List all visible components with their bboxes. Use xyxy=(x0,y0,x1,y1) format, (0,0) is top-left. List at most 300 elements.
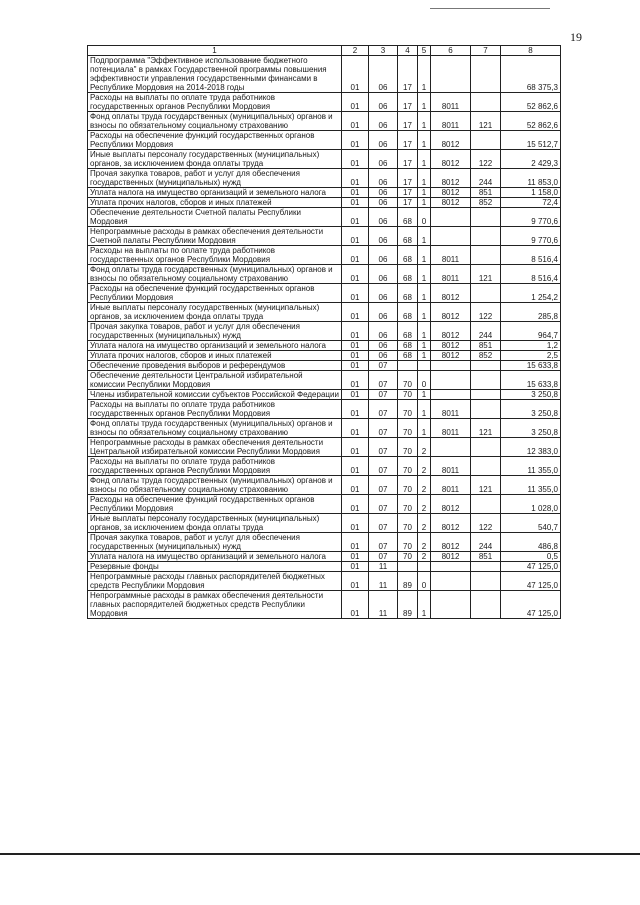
row-description: Уплата налога на имущество организаций и земельного налога xyxy=(88,341,342,351)
row-target-code: 8011 xyxy=(431,476,471,495)
row-target-code: 8012 xyxy=(431,514,471,533)
table-row xyxy=(88,303,561,322)
row-amount: 8 516,4 xyxy=(501,265,561,284)
row-program-code: 68 xyxy=(398,341,418,351)
row-expense-type-code xyxy=(471,361,501,371)
row-subsection-code: 06 xyxy=(369,351,398,361)
row-program-code: 70 xyxy=(398,533,418,552)
row-expense-type-code: 122 xyxy=(471,303,501,322)
table-row xyxy=(88,188,561,198)
row-target-code xyxy=(431,591,471,619)
row-section-code: 01 xyxy=(342,322,369,341)
row-subsection-code: 07 xyxy=(369,552,398,562)
table-row xyxy=(88,56,561,93)
row-subsection-code: 06 xyxy=(369,93,398,112)
row-subsection-code: 11 xyxy=(369,572,398,591)
row-subprogram-code: 2 xyxy=(418,476,431,495)
row-target-code: 8011 xyxy=(431,246,471,265)
row-subprogram-code: 2 xyxy=(418,438,431,457)
row-subsection-code: 07 xyxy=(369,457,398,476)
row-amount: 8 516,4 xyxy=(501,246,561,265)
row-target-code xyxy=(431,572,471,591)
row-section-code: 01 xyxy=(342,438,369,457)
row-amount: 11 355,0 xyxy=(501,476,561,495)
header-cell: 7 xyxy=(471,46,501,56)
row-target-code: 8012 xyxy=(431,284,471,303)
row-program-code: 89 xyxy=(398,591,418,619)
row-program-code: 68 xyxy=(398,246,418,265)
row-amount: 47 125,0 xyxy=(501,591,561,619)
row-amount: 15 633,8 xyxy=(501,371,561,390)
row-target-code xyxy=(431,438,471,457)
table-row xyxy=(88,150,561,169)
row-program-code: 68 xyxy=(398,303,418,322)
row-section-code: 01 xyxy=(342,303,369,322)
row-subsection-code: 06 xyxy=(369,341,398,351)
row-target-code xyxy=(431,227,471,246)
row-section-code: 01 xyxy=(342,572,369,591)
row-expense-type-code: 851 xyxy=(471,341,501,351)
row-subprogram-code: 2 xyxy=(418,457,431,476)
row-subprogram-code: 1 xyxy=(418,93,431,112)
row-amount: 52 862,6 xyxy=(501,112,561,131)
row-section-code: 01 xyxy=(342,341,369,351)
row-subprogram-code: 1 xyxy=(418,188,431,198)
header-cell: 3 xyxy=(369,46,398,56)
row-program-code: 70 xyxy=(398,457,418,476)
row-section-code: 01 xyxy=(342,552,369,562)
row-program-code: 17 xyxy=(398,131,418,150)
table-row xyxy=(88,495,561,514)
row-section-code: 01 xyxy=(342,495,369,514)
row-subsection-code: 07 xyxy=(369,419,398,438)
table-row xyxy=(88,514,561,533)
row-description: Члены избирательной комиссии субъектов Российской Федерации xyxy=(88,390,342,400)
row-subprogram-code: 1 xyxy=(418,322,431,341)
row-section-code: 01 xyxy=(342,169,369,188)
row-subprogram-code: 1 xyxy=(418,150,431,169)
table-row xyxy=(88,131,561,150)
header-cell: 4 xyxy=(398,46,418,56)
row-target-code: 8012 xyxy=(431,131,471,150)
row-subsection-code: 11 xyxy=(369,591,398,619)
header-cell: 8 xyxy=(501,46,561,56)
row-expense-type-code: 244 xyxy=(471,322,501,341)
row-expense-type-code xyxy=(471,400,501,419)
row-description: Фонд оплаты труда государственных (муниципальных) органов и взносы по обязательному социальному страхованию xyxy=(88,476,342,495)
row-subsection-code: 06 xyxy=(369,169,398,188)
row-section-code: 01 xyxy=(342,131,369,150)
row-amount: 68 375,3 xyxy=(501,56,561,93)
row-subprogram-code: 1 xyxy=(418,198,431,208)
row-section-code: 01 xyxy=(342,476,369,495)
row-amount: 11 853,0 xyxy=(501,169,561,188)
row-amount: 52 862,6 xyxy=(501,93,561,112)
row-subprogram-code: 1 xyxy=(418,591,431,619)
row-target-code: 8012 xyxy=(431,351,471,361)
table-row xyxy=(88,361,561,371)
row-subsection-code: 06 xyxy=(369,188,398,198)
row-target-code xyxy=(431,390,471,400)
row-description: Уплата прочих налогов, сборов и иных платежей xyxy=(88,198,342,208)
row-target-code: 8011 xyxy=(431,419,471,438)
row-subprogram-code: 1 xyxy=(418,131,431,150)
row-amount: 1,2 xyxy=(501,341,561,351)
table-row xyxy=(88,562,561,572)
row-amount: 3 250,8 xyxy=(501,390,561,400)
row-expense-type-code: 244 xyxy=(471,169,501,188)
row-program-code: 70 xyxy=(398,514,418,533)
table-row xyxy=(88,93,561,112)
row-section-code: 01 xyxy=(342,371,369,390)
row-program-code xyxy=(398,361,418,371)
row-target-code: 8012 xyxy=(431,198,471,208)
table-row xyxy=(88,552,561,562)
row-subprogram-code: 1 xyxy=(418,112,431,131)
row-program-code: 68 xyxy=(398,322,418,341)
table-row xyxy=(88,572,561,591)
row-subprogram-code: 1 xyxy=(418,284,431,303)
table-body xyxy=(88,56,561,619)
row-program-code: 68 xyxy=(398,208,418,227)
row-description: Иные выплаты персоналу государственных (муниципальных) органов, за исключением фонда оплаты труда xyxy=(88,514,342,533)
row-program-code: 68 xyxy=(398,265,418,284)
row-expense-type-code: 851 xyxy=(471,188,501,198)
row-description: Уплата налога на имущество организаций и земельного налога xyxy=(88,552,342,562)
row-section-code: 01 xyxy=(342,457,369,476)
table-row xyxy=(88,371,561,390)
row-expense-type-code xyxy=(471,457,501,476)
row-expense-type-code xyxy=(471,371,501,390)
table-row xyxy=(88,400,561,419)
header-cell: 2 xyxy=(342,46,369,56)
row-target-code: 8011 xyxy=(431,457,471,476)
row-expense-type-code xyxy=(471,56,501,93)
row-section-code: 01 xyxy=(342,188,369,198)
row-description: Подпрограмма "Эффективное использование бюджетного потенциала" в рамках Государственной программы повышения эффективности управления государственными финансами в Республике Мордовия на 2014-2018 годы xyxy=(88,56,342,93)
row-section-code: 01 xyxy=(342,284,369,303)
row-description: Обеспечение проведения выборов и референдумов xyxy=(88,361,342,371)
row-subprogram-code: 0 xyxy=(418,208,431,227)
row-expense-type-code: 121 xyxy=(471,476,501,495)
row-expense-type-code xyxy=(471,562,501,572)
row-section-code: 01 xyxy=(342,198,369,208)
row-section-code: 01 xyxy=(342,246,369,265)
table-row xyxy=(88,208,561,227)
row-section-code: 01 xyxy=(342,265,369,284)
row-description: Расходы на обеспечение функций государственных органов Республики Мордовия xyxy=(88,495,342,514)
table-row xyxy=(88,390,561,400)
row-amount: 9 770,6 xyxy=(501,227,561,246)
row-target-code: 8011 xyxy=(431,93,471,112)
row-program-code: 70 xyxy=(398,419,418,438)
row-target-code xyxy=(431,208,471,227)
row-subprogram-code: 1 xyxy=(418,303,431,322)
row-subsection-code: 06 xyxy=(369,227,398,246)
row-expense-type-code: 851 xyxy=(471,552,501,562)
header-cell: 1 xyxy=(88,46,342,56)
row-description: Непрограммные расходы в рамках обеспечения деятельности Центральной избирательной комиссии Республики Мордовия xyxy=(88,438,342,457)
row-amount: 47 125,0 xyxy=(501,562,561,572)
row-subsection-code: 07 xyxy=(369,400,398,419)
row-description: Иные выплаты персоналу государственных (муниципальных) органов, за исключением фонда оплаты труда xyxy=(88,303,342,322)
row-subprogram-code: 1 xyxy=(418,419,431,438)
row-amount: 285,8 xyxy=(501,303,561,322)
row-subsection-code: 07 xyxy=(369,476,398,495)
row-description: Расходы на обеспечение функций государственных органов Республики Мордовия xyxy=(88,284,342,303)
row-expense-type-code xyxy=(471,227,501,246)
row-subprogram-code: 0 xyxy=(418,572,431,591)
row-description: Расходы на выплаты по оплате труда работников государственных органов Республики Мордовия xyxy=(88,246,342,265)
row-expense-type-code: 122 xyxy=(471,150,501,169)
row-section-code: 01 xyxy=(342,390,369,400)
row-target-code xyxy=(431,562,471,572)
row-target-code: 8012 xyxy=(431,169,471,188)
row-amount: 486,8 xyxy=(501,533,561,552)
row-description: Прочая закупка товаров, работ и услуг для обеспечения государственных (муниципальных) нужд xyxy=(88,322,342,341)
row-program-code: 70 xyxy=(398,400,418,419)
row-program-code: 68 xyxy=(398,227,418,246)
table-row xyxy=(88,284,561,303)
table-row xyxy=(88,351,561,361)
row-description: Прочая закупка товаров, работ и услуг для обеспечения государственных (муниципальных) нужд xyxy=(88,533,342,552)
row-target-code: 8012 xyxy=(431,322,471,341)
row-subsection-code: 07 xyxy=(369,438,398,457)
row-program-code: 89 xyxy=(398,572,418,591)
table-row xyxy=(88,246,561,265)
row-description: Расходы на выплаты по оплате труда работников государственных органов Республики Мордовия xyxy=(88,457,342,476)
row-subprogram-code: 1 xyxy=(418,390,431,400)
row-description: Непрограммные расходы в рамках обеспечения деятельности главных распорядителей бюджетных средств Республики Мордовия xyxy=(88,591,342,619)
row-section-code: 01 xyxy=(342,351,369,361)
row-description: Расходы на обеспечение функций государственных органов Республики Мордовия xyxy=(88,131,342,150)
row-subprogram-code: 1 xyxy=(418,169,431,188)
row-program-code: 17 xyxy=(398,169,418,188)
row-subprogram-code: 1 xyxy=(418,246,431,265)
row-program-code: 68 xyxy=(398,284,418,303)
row-subprogram-code: 1 xyxy=(418,351,431,361)
row-subprogram-code: 0 xyxy=(418,371,431,390)
row-expense-type-code: 121 xyxy=(471,419,501,438)
row-program-code: 17 xyxy=(398,112,418,131)
table-row xyxy=(88,198,561,208)
row-subprogram-code: 1 xyxy=(418,265,431,284)
row-section-code: 01 xyxy=(342,361,369,371)
row-expense-type-code xyxy=(471,246,501,265)
row-subprogram-code: 2 xyxy=(418,533,431,552)
row-subsection-code: 06 xyxy=(369,56,398,93)
row-program-code xyxy=(398,562,418,572)
row-target-code: 8012 xyxy=(431,341,471,351)
row-amount: 1 158,0 xyxy=(501,188,561,198)
row-expense-type-code: 122 xyxy=(471,514,501,533)
row-subprogram-code xyxy=(418,562,431,572)
row-target-code: 8012 xyxy=(431,533,471,552)
row-target-code: 8012 xyxy=(431,150,471,169)
row-program-code: 70 xyxy=(398,371,418,390)
row-expense-type-code: 244 xyxy=(471,533,501,552)
row-expense-type-code xyxy=(471,93,501,112)
row-description: Иные выплаты персоналу государственных (муниципальных) органов, за исключением фонда оплаты труда xyxy=(88,150,342,169)
row-section-code: 01 xyxy=(342,56,369,93)
row-subsection-code: 06 xyxy=(369,284,398,303)
row-description: Расходы на выплаты по оплате труда работников государственных органов Республики Мордовия xyxy=(88,400,342,419)
row-amount: 2,5 xyxy=(501,351,561,361)
row-expense-type-code xyxy=(471,390,501,400)
row-section-code: 01 xyxy=(342,150,369,169)
row-program-code: 70 xyxy=(398,438,418,457)
row-description: Непрограммные расходы в рамках обеспечения деятельности Счетной палаты Республики Мордовия xyxy=(88,227,342,246)
table-row xyxy=(88,265,561,284)
row-amount: 15 633,8 xyxy=(501,361,561,371)
row-expense-type-code: 852 xyxy=(471,351,501,361)
row-subsection-code: 06 xyxy=(369,131,398,150)
row-subprogram-code: 1 xyxy=(418,227,431,246)
table-row xyxy=(88,438,561,457)
scan-bottom-line xyxy=(0,853,640,855)
row-program-code: 70 xyxy=(398,495,418,514)
row-target-code xyxy=(431,56,471,93)
row-amount: 0,5 xyxy=(501,552,561,562)
table-row xyxy=(88,476,561,495)
row-subsection-code: 06 xyxy=(369,322,398,341)
row-target-code: 8012 xyxy=(431,552,471,562)
row-description: Уплата налога на имущество организаций и земельного налога xyxy=(88,188,342,198)
row-amount: 15 512,7 xyxy=(501,131,561,150)
row-description: Фонд оплаты труда государственных (муниципальных) органов и взносы по обязательному социальному страхованию xyxy=(88,112,342,131)
table-row xyxy=(88,227,561,246)
row-amount: 964,7 xyxy=(501,322,561,341)
row-amount: 11 355,0 xyxy=(501,457,561,476)
row-subsection-code: 06 xyxy=(369,112,398,131)
row-section-code: 01 xyxy=(342,208,369,227)
row-program-code: 17 xyxy=(398,56,418,93)
row-expense-type-code xyxy=(471,572,501,591)
budget-table xyxy=(87,45,561,619)
row-program-code: 68 xyxy=(398,351,418,361)
row-description: Фонд оплаты труда государственных (муниципальных) органов и взносы по обязательному социальному страхованию xyxy=(88,265,342,284)
row-target-code xyxy=(431,371,471,390)
row-section-code: 01 xyxy=(342,591,369,619)
row-program-code: 70 xyxy=(398,552,418,562)
row-description: Непрограммные расходы главных распорядителей бюджетных средств Республики Мордовия xyxy=(88,572,342,591)
row-amount: 2 429,3 xyxy=(501,150,561,169)
row-subsection-code: 06 xyxy=(369,265,398,284)
row-target-code: 8012 xyxy=(431,188,471,198)
row-program-code: 17 xyxy=(398,188,418,198)
row-subprogram-code: 2 xyxy=(418,514,431,533)
row-target-code: 8012 xyxy=(431,495,471,514)
row-expense-type-code: 852 xyxy=(471,198,501,208)
row-amount: 9 770,6 xyxy=(501,208,561,227)
row-program-code: 70 xyxy=(398,390,418,400)
row-subsection-code: 07 xyxy=(369,371,398,390)
row-section-code: 01 xyxy=(342,533,369,552)
row-subsection-code: 06 xyxy=(369,198,398,208)
row-description: Прочая закупка товаров, работ и услуг для обеспечения государственных (муниципальных) нужд xyxy=(88,169,342,188)
row-subsection-code: 06 xyxy=(369,246,398,265)
table-row xyxy=(88,533,561,552)
row-amount: 72,4 xyxy=(501,198,561,208)
row-subprogram-code: 1 xyxy=(418,341,431,351)
row-expense-type-code xyxy=(471,131,501,150)
row-subsection-code: 07 xyxy=(369,361,398,371)
row-target-code: 8011 xyxy=(431,112,471,131)
row-description: Уплата прочих налогов, сборов и иных платежей xyxy=(88,351,342,361)
row-expense-type-code: 121 xyxy=(471,265,501,284)
row-program-code: 70 xyxy=(398,476,418,495)
row-subprogram-code: 2 xyxy=(418,552,431,562)
row-subsection-code: 06 xyxy=(369,150,398,169)
row-amount: 3 250,8 xyxy=(501,400,561,419)
row-subsection-code: 07 xyxy=(369,495,398,514)
row-target-code: 8012 xyxy=(431,303,471,322)
row-section-code: 01 xyxy=(342,227,369,246)
row-subsection-code: 07 xyxy=(369,533,398,552)
row-section-code: 01 xyxy=(342,419,369,438)
row-subsection-code: 06 xyxy=(369,208,398,227)
row-amount: 1 028,0 xyxy=(501,495,561,514)
row-expense-type-code xyxy=(471,495,501,514)
table-row xyxy=(88,591,561,619)
scan-top-line xyxy=(430,8,550,9)
row-expense-type-code xyxy=(471,284,501,303)
row-description: Обеспечение деятельности Счетной палаты Республики Мордовия xyxy=(88,208,342,227)
page-number: 19 xyxy=(570,30,582,44)
row-subprogram-code xyxy=(418,361,431,371)
row-target-code: 8011 xyxy=(431,400,471,419)
table-header-row xyxy=(88,46,561,56)
row-subsection-code: 11 xyxy=(369,562,398,572)
row-amount: 540,7 xyxy=(501,514,561,533)
header-cell: 5 xyxy=(418,46,431,56)
row-subprogram-code: 1 xyxy=(418,56,431,93)
row-description: Обеспечение деятельности Центральной избирательной комиссии Республики Мордовия xyxy=(88,371,342,390)
table-row xyxy=(88,322,561,341)
row-expense-type-code xyxy=(471,438,501,457)
table-row xyxy=(88,112,561,131)
row-description: Расходы на выплаты по оплате труда работников государственных органов Республики Мордовия xyxy=(88,93,342,112)
table-row xyxy=(88,341,561,351)
row-subsection-code: 06 xyxy=(369,303,398,322)
row-expense-type-code xyxy=(471,591,501,619)
row-expense-type-code xyxy=(471,208,501,227)
table-row xyxy=(88,419,561,438)
row-subsection-code: 07 xyxy=(369,514,398,533)
row-section-code: 01 xyxy=(342,93,369,112)
row-section-code: 01 xyxy=(342,400,369,419)
header-cell: 6 xyxy=(431,46,471,56)
row-program-code: 17 xyxy=(398,150,418,169)
table-row xyxy=(88,169,561,188)
row-program-code: 17 xyxy=(398,198,418,208)
row-section-code: 01 xyxy=(342,562,369,572)
row-amount: 1 254,2 xyxy=(501,284,561,303)
row-expense-type-code: 121 xyxy=(471,112,501,131)
row-subsection-code: 07 xyxy=(369,390,398,400)
row-amount: 12 383,0 xyxy=(501,438,561,457)
row-section-code: 01 xyxy=(342,514,369,533)
table-row xyxy=(88,457,561,476)
row-subprogram-code: 1 xyxy=(418,400,431,419)
row-description: Резервные фонды xyxy=(88,562,342,572)
row-amount: 3 250,8 xyxy=(501,419,561,438)
row-target-code: 8011 xyxy=(431,265,471,284)
row-description: Фонд оплаты труда государственных (муниципальных) органов и взносы по обязательному социальному страхованию xyxy=(88,419,342,438)
row-amount: 47 125,0 xyxy=(501,572,561,591)
row-target-code xyxy=(431,361,471,371)
row-program-code: 17 xyxy=(398,93,418,112)
